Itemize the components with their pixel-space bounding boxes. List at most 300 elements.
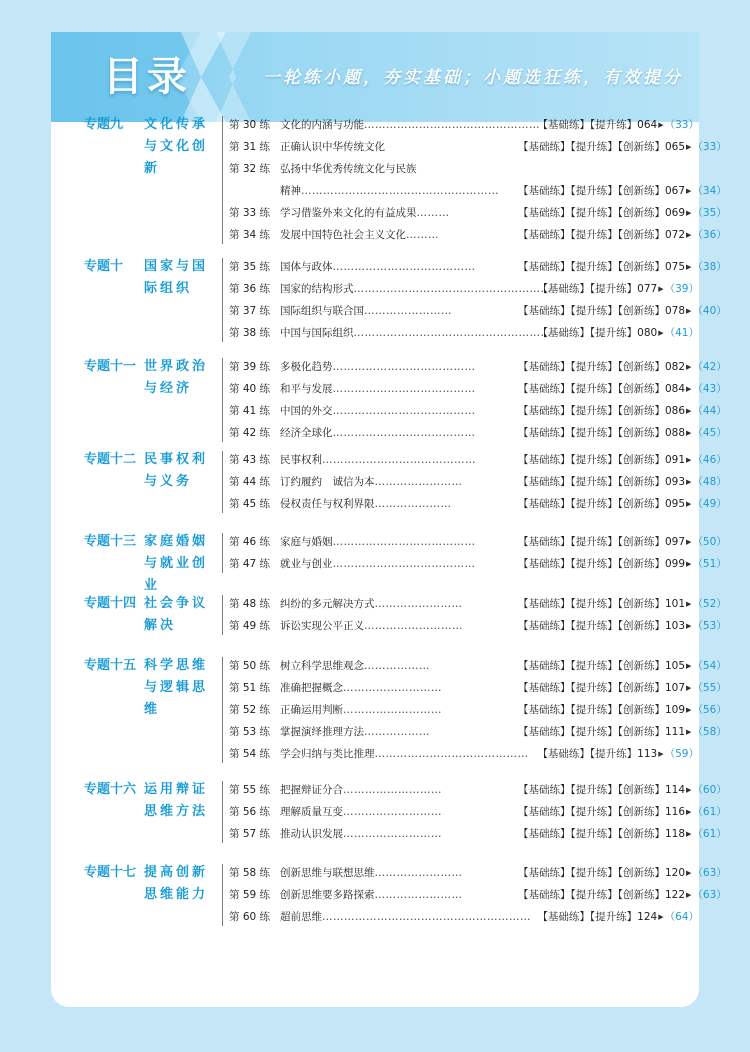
lesson-title-wrap (280, 823, 442, 845)
answer-page[interactable]: （33） (692, 141, 727, 153)
lesson-title: 正确运用判断 (280, 704, 343, 716)
lesson-title: 多极化趋势 (280, 361, 333, 373)
lesson-title-wrap (280, 471, 463, 493)
lesson-title: 民事权利 (280, 454, 322, 466)
answer-page[interactable]: （60） (692, 784, 727, 796)
practice-tags-page: 【基础练】【提升练】【创新练】120 (518, 867, 686, 879)
tags-inner (517, 531, 727, 553)
lesson-number: 第 32 练 (229, 163, 271, 175)
lesson-title-wrap (280, 300, 452, 322)
triangle-icon: ▶ (686, 209, 692, 217)
answer-page[interactable]: （39） (664, 283, 699, 295)
leader-dots: …………………… (374, 867, 463, 879)
lesson-tags (517, 531, 727, 553)
toc-row[interactable] (51, 300, 727, 322)
practice-tags-page: 【基础练】【提升练】077 (537, 283, 658, 295)
tags-inner (517, 493, 727, 515)
answer-page[interactable]: （42） (692, 361, 727, 373)
practice-tags-page: 【基础练】【提升练】【创新练】111 (518, 726, 686, 738)
answer-page[interactable]: （56） (692, 704, 727, 716)
tags-inner (517, 823, 727, 845)
answer-page[interactable]: （58） (692, 726, 727, 738)
lesson-title-wrap (280, 158, 417, 180)
practice-tags-page: 【基础练】【提升练】【创新练】105 (518, 660, 686, 672)
lesson-title: 弘扬中华优秀传统文化与民族 (280, 163, 417, 175)
lesson-title: 中国的外交 (280, 405, 333, 417)
toc-row[interactable] (51, 743, 699, 765)
toc-row[interactable] (51, 801, 727, 823)
lesson-tags (517, 471, 727, 493)
toc-row[interactable] (51, 202, 727, 224)
practice-tags-page: 【基础练】【提升练】【创新练】082 (518, 361, 686, 373)
topic-name: 文化传承与文化创新 (144, 117, 209, 176)
toc-row[interactable] (51, 906, 699, 928)
lesson-title: 国际组织与联合国 (280, 305, 364, 317)
lesson-title-wrap (280, 655, 430, 677)
topic-number: 专题十三 (84, 534, 137, 549)
lesson-title: 创新思维与联想思维 (280, 867, 375, 879)
lesson-title: 经济全球化 (280, 427, 333, 439)
lesson-tags (517, 202, 727, 224)
lesson-title-wrap (280, 553, 476, 575)
lesson-number: 第 46 练 (229, 536, 271, 548)
triangle-icon: ▶ (658, 121, 664, 129)
triangle-icon: ▶ (686, 187, 692, 195)
lesson-tags (517, 862, 727, 884)
lesson-number: 第 43 练 (229, 454, 271, 466)
leader-dots: …………………………………… (322, 454, 476, 466)
lesson-title: 理解质量互变 (280, 806, 343, 818)
leader-dots: …………………… (374, 598, 463, 610)
lesson-tags (517, 180, 727, 202)
lesson-number: 第 42 练 (229, 427, 271, 439)
lesson-title-wrap (280, 779, 442, 801)
lesson-title: 树立科学思维观念 (280, 660, 364, 672)
lesson-title-wrap (280, 400, 476, 422)
lesson-title-wrap (280, 224, 439, 246)
triangle-icon: ▶ (686, 363, 692, 371)
answer-page[interactable]: （61） (692, 806, 727, 818)
leader-dots: …………………… (374, 476, 463, 488)
tags-inner (517, 862, 727, 884)
lesson-title-wrap (280, 322, 552, 344)
answer-page[interactable]: （54） (692, 660, 727, 672)
lesson-title: 诉讼实现公平正义 (280, 620, 364, 632)
triangle-icon: ▶ (686, 622, 692, 630)
tags-inner (517, 801, 727, 823)
lesson-title: 订约履约 诚信为本 (280, 476, 375, 488)
toc-row[interactable] (51, 531, 727, 553)
practice-tags-page: 【基础练】【提升练】【创新练】078 (518, 305, 686, 317)
toc-list (51, 32, 727, 1007)
lesson-tags (517, 721, 727, 743)
lesson-title: 把握辩证分合 (280, 784, 343, 796)
toc-row[interactable] (51, 553, 727, 575)
topic-name: 民事权利与义务 (144, 452, 209, 489)
toc-row[interactable] (51, 471, 727, 493)
answer-page[interactable]: （59） (664, 748, 699, 760)
lesson-title-wrap (280, 593, 463, 615)
answer-page[interactable]: （45） (692, 427, 727, 439)
lesson-number: 第 45 练 (229, 498, 271, 510)
answer-page[interactable]: （55） (692, 682, 727, 694)
toc-row[interactable] (51, 823, 727, 845)
toc-row[interactable] (51, 278, 699, 300)
topic-name: 提高创新思维能力 (144, 865, 209, 902)
lesson-title: 超前思维 (280, 911, 322, 923)
lesson-tags (517, 493, 727, 515)
lesson-tags (517, 615, 727, 637)
triangle-icon: ▶ (658, 913, 664, 921)
tags-inner (517, 593, 727, 615)
lesson-title: 和平与发展 (280, 383, 333, 395)
page-title: 目录 (103, 54, 191, 100)
lesson-tags (517, 743, 699, 765)
tags-inner (517, 322, 699, 344)
leader-dots: …………………………………… (374, 748, 529, 760)
tags-inner (517, 202, 727, 224)
leader-dots: ……… (406, 229, 439, 241)
practice-tags-page: 【基础练】【提升练】【创新练】109 (518, 704, 686, 716)
lesson-number: 第 33 练 (229, 207, 271, 219)
practice-tags-page: 【基础练】【提升练】【创新练】095 (518, 498, 686, 510)
tags-inner (517, 378, 727, 400)
answer-page[interactable]: （36） (692, 229, 727, 241)
toc-row[interactable] (51, 356, 727, 378)
tags-inner (517, 655, 727, 677)
lesson-tags (517, 114, 699, 136)
practice-tags-page: 【基础练】【提升练】【创新练】088 (518, 427, 686, 439)
topic-number: 专题十五 (84, 658, 137, 673)
lesson-title: 学习借鉴外来文化的有益成果 (280, 207, 417, 219)
toc-row[interactable] (51, 378, 727, 400)
leader-dots: ………………………………… (332, 383, 476, 395)
tags-inner (517, 278, 699, 300)
lesson-title-wrap (280, 114, 540, 136)
toc-row[interactable] (51, 136, 727, 158)
leader-dots: ……… (416, 207, 450, 219)
lesson-number: 第 39 练 (229, 361, 271, 373)
lesson-number: 第 30 练 (229, 119, 271, 131)
lesson-title-wrap (280, 278, 552, 300)
practice-tags-page: 【基础练】【提升练】【创新练】114 (518, 784, 686, 796)
tags-inner (517, 400, 727, 422)
practice-tags-page: 【基础练】【提升练】【创新练】091 (518, 454, 686, 466)
tags-inner (517, 180, 727, 202)
tags-inner (517, 699, 727, 721)
tags-inner (517, 356, 727, 378)
lesson-title-wrap (280, 862, 463, 884)
practice-tags-page: 【基础练】【提升练】【创新练】101 (518, 598, 686, 610)
lesson-number: 第 44 练 (229, 476, 271, 488)
leader-dots: ……………………………………………… (353, 283, 552, 295)
lesson-number: 第 47 练 (229, 558, 271, 570)
lesson-number: 第 56 练 (229, 806, 271, 818)
answer-page[interactable]: （61） (692, 828, 727, 840)
lesson-title-wrap (280, 906, 531, 928)
lesson-tags (517, 801, 727, 823)
lesson-number: 第 54 练 (229, 748, 271, 760)
practice-tags-page: 【基础练】【提升练】064 (537, 119, 658, 131)
lesson-title: 掌握演绎推理方法 (280, 726, 364, 738)
triangle-icon: ▶ (686, 407, 692, 415)
lesson-number: 第 35 练 (229, 261, 271, 273)
lesson-number: 第 40 练 (229, 383, 271, 395)
toc-row[interactable] (51, 721, 727, 743)
lesson-number: 第 34 练 (229, 229, 271, 241)
triangle-icon: ▶ (686, 600, 692, 608)
lesson-title: 发展中国特色社会主义文化 (280, 229, 406, 241)
leader-dots: ………………… (374, 498, 452, 510)
lesson-tags (517, 593, 727, 615)
lesson-number: 第 38 练 (229, 327, 271, 339)
leader-dots: …………………… (364, 305, 452, 317)
tags-inner (517, 721, 727, 743)
topic-name: 世界政治与经济 (144, 359, 209, 396)
practice-tags-page: 【基础练】【提升练】【创新练】075 (518, 261, 686, 273)
practice-tags-page: 【基础练】【提升练】【创新练】084 (518, 383, 686, 395)
practice-tags-page: 【基础练】【提升练】080 (537, 327, 658, 339)
lesson-title: 文化的内涵与功能 (280, 119, 364, 131)
answer-page[interactable]: （35） (692, 207, 727, 219)
lesson-number: 第 52 练 (229, 704, 271, 716)
triangle-icon: ▶ (686, 869, 692, 877)
triangle-icon: ▶ (686, 684, 692, 692)
lesson-tags (517, 884, 727, 906)
leader-dots: ………………………………………………… (322, 911, 531, 923)
practice-tags-page: 【基础练】【提升练】【创新练】065 (518, 141, 686, 153)
leader-dots: ………………………………… (332, 261, 476, 273)
lesson-tags (517, 322, 699, 344)
answer-page[interactable]: （46） (692, 454, 727, 466)
answer-page[interactable]: （41） (664, 327, 699, 339)
toc-row[interactable] (51, 699, 727, 721)
topic-number: 专题九 (84, 117, 124, 132)
triangle-icon: ▶ (658, 750, 664, 758)
tags-inner (517, 884, 727, 906)
toc-card (51, 32, 727, 1007)
practice-tags-page: 【基础练】【提升练】【创新练】116 (518, 806, 686, 818)
lesson-title: 精神 (280, 185, 301, 197)
tags-inner (517, 779, 727, 801)
practice-tags-page: 【基础练】【提升练】【创新练】093 (518, 476, 686, 488)
leader-dots: ……………………… (343, 704, 442, 716)
triangle-icon: ▶ (686, 891, 692, 899)
toc-row[interactable] (51, 114, 699, 136)
lesson-title-wrap (280, 677, 442, 699)
lesson-number: 第 48 练 (229, 598, 271, 610)
lesson-tags (517, 677, 727, 699)
answer-page[interactable]: （38） (692, 261, 727, 273)
lesson-title-wrap (280, 449, 476, 471)
answer-page[interactable]: （44） (692, 405, 727, 417)
leader-dots: ……………………… (364, 620, 463, 632)
leader-dots: ……………………… (343, 784, 442, 796)
lesson-title: 中国与国际组织 (280, 327, 354, 339)
lesson-title-wrap (280, 801, 442, 823)
triangle-icon: ▶ (686, 307, 692, 315)
leader-dots: ………………………………… (332, 536, 476, 548)
practice-tags-page: 【基础练】【提升练】【创新练】097 (518, 536, 686, 548)
answer-page[interactable]: （53） (692, 620, 727, 632)
practice-tags-page: 【基础练】【提升练】【创新练】122 (518, 889, 686, 901)
tags-inner (517, 136, 727, 158)
answer-page[interactable]: （48） (692, 476, 727, 488)
toc-row[interactable] (51, 655, 727, 677)
topic-name: 家庭婚姻与就业创业 (144, 534, 209, 593)
topic-number: 专题十四 (84, 596, 137, 611)
toc-row[interactable] (51, 615, 727, 637)
lesson-tags (517, 400, 727, 422)
toc-row[interactable] (51, 256, 727, 278)
answer-page[interactable]: （51） (692, 558, 727, 570)
lesson-title-wrap (280, 493, 452, 515)
tags-inner (517, 114, 699, 136)
lesson-number: 第 59 练 (229, 889, 271, 901)
lesson-number: 第 55 练 (229, 784, 271, 796)
topic-number: 专题十一 (84, 359, 137, 374)
topic-number: 专题十二 (84, 452, 137, 467)
lesson-tags (517, 823, 727, 845)
topic-name: 社会争议解决 (144, 596, 209, 633)
lesson-title-wrap (280, 699, 442, 721)
practice-tags-page: 【基础练】【提升练】【创新练】067 (518, 185, 686, 197)
answer-page[interactable]: （33） (664, 119, 699, 131)
lesson-tags (517, 699, 727, 721)
toc-row[interactable] (51, 449, 727, 471)
practice-tags-page: 【基础练】【提升练】【创新练】107 (518, 682, 686, 694)
toc-row[interactable] (51, 493, 727, 515)
toc-row[interactable] (51, 593, 727, 615)
toc-row[interactable] (51, 158, 699, 180)
lesson-title-wrap (280, 378, 476, 400)
lesson-tags (517, 779, 727, 801)
toc-row[interactable] (51, 180, 727, 202)
lesson-number: 第 58 练 (229, 867, 271, 879)
leader-dots: ………………………………………… (364, 119, 540, 131)
lesson-title-wrap (280, 180, 499, 202)
answer-page[interactable]: （40） (692, 305, 727, 317)
tags-inner (517, 743, 699, 765)
lesson-number: 第 51 练 (229, 682, 271, 694)
leader-dots: …………………… (374, 889, 463, 901)
lesson-title-wrap (280, 202, 450, 224)
answer-page[interactable]: （50） (692, 536, 727, 548)
toc-row[interactable] (51, 322, 699, 344)
lesson-title: 推动认识发展 (280, 828, 343, 840)
answer-page[interactable]: （64） (664, 911, 699, 923)
lesson-title-wrap (280, 136, 385, 158)
triangle-icon: ▶ (658, 285, 664, 293)
lesson-tags (517, 449, 727, 471)
lesson-title-wrap (280, 256, 476, 278)
triangle-icon: ▶ (686, 456, 692, 464)
toc-row[interactable] (51, 677, 727, 699)
lesson-tags (517, 553, 727, 575)
topic-name: 国家与国际组织 (144, 259, 209, 296)
lesson-title-wrap (280, 531, 476, 553)
lesson-title-wrap (280, 615, 463, 637)
lesson-tags (517, 136, 727, 158)
leader-dots: ……………………………………………… (301, 185, 499, 197)
lesson-title-wrap (280, 721, 430, 743)
lesson-title: 纠纷的多元解决方式 (280, 598, 375, 610)
triangle-icon: ▶ (686, 662, 692, 670)
lesson-tags (517, 655, 727, 677)
lesson-title-wrap (280, 356, 476, 378)
topic-number: 专题十七 (84, 865, 137, 880)
triangle-icon: ▶ (686, 385, 692, 393)
triangle-icon: ▶ (686, 808, 692, 816)
triangle-icon: ▶ (658, 329, 664, 337)
lesson-number: 第 49 练 (229, 620, 271, 632)
answer-page[interactable]: （63） (692, 889, 727, 901)
lesson-number: 第 60 练 (229, 911, 271, 923)
triangle-icon: ▶ (686, 786, 692, 794)
lesson-title-wrap (280, 884, 463, 906)
answer-page[interactable]: （43） (692, 383, 727, 395)
lesson-tags (517, 906, 699, 928)
lesson-tags (517, 278, 699, 300)
leader-dots: ……………………… (343, 682, 442, 694)
lesson-title: 就业与创业 (280, 558, 333, 570)
practice-tags-page: 【基础练】【提升练】124 (537, 911, 658, 923)
lesson-title-wrap (280, 422, 476, 444)
answer-page[interactable]: （49） (692, 498, 727, 510)
toc-row[interactable] (51, 422, 727, 444)
tags-inner (517, 553, 727, 575)
header-slogan: 一轮练小题，夯实基础；小题选狂练，有效提分 (263, 68, 683, 88)
practice-tags-page: 【基础练】【提升练】【创新练】086 (518, 405, 686, 417)
lesson-tags (517, 422, 727, 444)
answer-page[interactable]: （63） (692, 867, 727, 879)
tags-inner (517, 422, 727, 444)
tags-inner (517, 906, 699, 928)
topic-name: 运用辩证思维方法 (144, 782, 209, 819)
lesson-number: 第 57 练 (229, 828, 271, 840)
tags-inner (517, 471, 727, 493)
topic-number: 专题十六 (84, 782, 137, 797)
triangle-icon: ▶ (686, 500, 692, 508)
leader-dots: ……………… (364, 660, 430, 672)
toc-row[interactable] (51, 884, 727, 906)
lesson-number: 第 31 练 (229, 141, 271, 153)
lesson-title: 家庭与婚姻 (280, 536, 333, 548)
leader-dots: ……………… (364, 726, 430, 738)
toc-row[interactable] (51, 224, 727, 246)
answer-page[interactable]: （34） (692, 185, 727, 197)
triangle-icon: ▶ (686, 560, 692, 568)
toc-row[interactable] (51, 779, 727, 801)
triangle-icon: ▶ (686, 143, 692, 151)
lesson-title: 学会归纳与类比推理 (280, 748, 375, 760)
toc-row[interactable] (51, 862, 727, 884)
lesson-tags (517, 224, 727, 246)
practice-tags-page: 【基础练】【提升练】113 (537, 748, 658, 760)
lesson-title: 侵权责任与权利界限 (280, 498, 375, 510)
answer-page[interactable]: （52） (692, 598, 727, 610)
practice-tags-page: 【基础练】【提升练】【创新练】099 (518, 558, 686, 570)
lesson-title: 准确把握概念 (280, 682, 343, 694)
practice-tags-page: 【基础练】【提升练】【创新练】118 (518, 828, 686, 840)
triangle-icon: ▶ (686, 263, 692, 271)
tags-inner (517, 300, 727, 322)
practice-tags-page: 【基础练】【提升练】【创新练】069 (518, 207, 686, 219)
toc-row[interactable] (51, 400, 727, 422)
leader-dots: ………………………………… (332, 427, 476, 439)
lesson-number: 第 53 练 (229, 726, 271, 738)
tags-inner (517, 256, 727, 278)
